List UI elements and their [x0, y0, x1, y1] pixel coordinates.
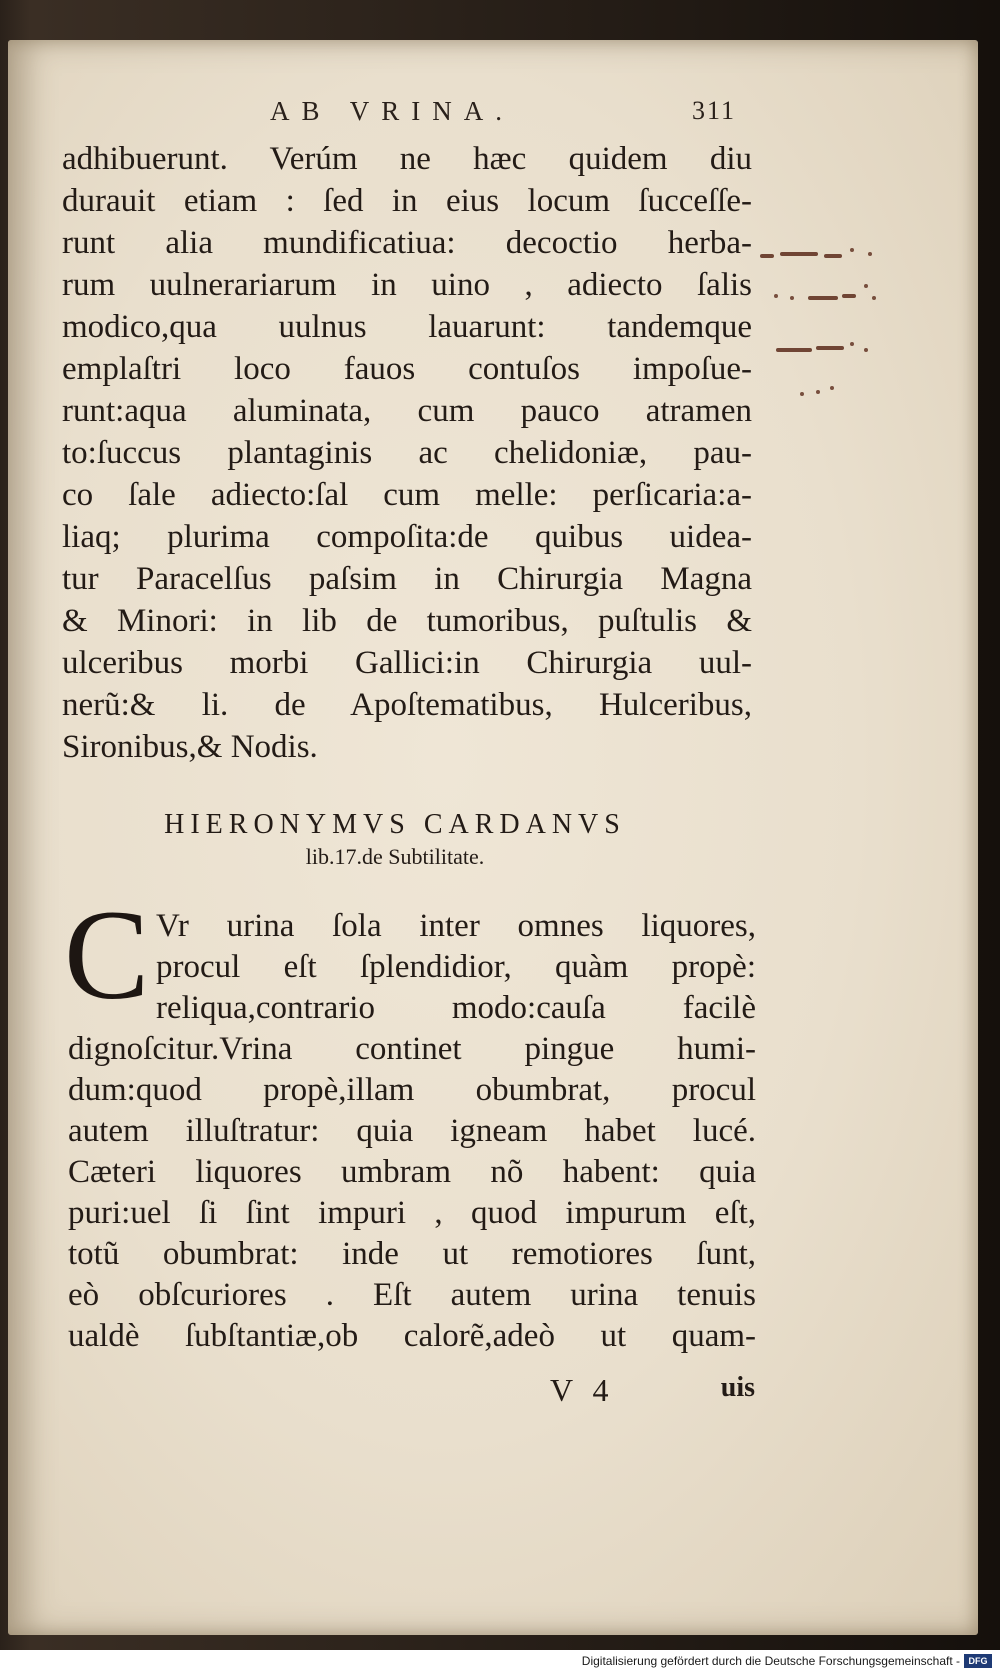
text-line: dignoſcitur.Vrina continet pingue humi- [68, 1031, 756, 1067]
page-catchwords [550, 1372, 755, 1412]
footer-credit: Digitalisierung gefördert durch die Deutsche Forschungsgemeinschaft - [581, 1654, 960, 1668]
text-line: runt alia mundificatiua: decoctio herba- [62, 225, 752, 261]
text-line: to:ſuccus plantaginis ac chelidoniæ, pau- [62, 435, 752, 471]
paragraph-2 [68, 906, 756, 1357]
text-line: durauit etiam : ſed in eius locum ſucceſſe- [62, 183, 752, 219]
dfg-logo: DFG [964, 1654, 992, 1668]
text-line: dum:quod propè,illam obumbrat, procul [68, 1072, 756, 1108]
text-line: runt:aqua aluminata, cum pauco atramen [62, 393, 752, 429]
digitization-footer [0, 1650, 1000, 1673]
gathering-signature: V 4 [550, 1372, 615, 1408]
text-line: ulceribus morbi Gallici:in Chirurgia uul- [62, 645, 752, 681]
paragraph-1 [62, 138, 752, 768]
text-line: liaq; plurima compoſita:de quibus uidea- [62, 519, 752, 555]
text-line: modico,qua uulnus lauarunt: tandemque [62, 309, 752, 345]
text-line: emplaſtri loco fauos contuſos impoſue- [62, 351, 752, 387]
text-line: tur Paracelſus paſsim in Chirurgia Magna [62, 561, 752, 597]
marginal-annotation [760, 240, 920, 440]
text-line: procul eſt ſplendidior, quàm propè: [156, 949, 756, 985]
text-line: adhibuerunt. Verúm ne hæc quidem diu [62, 141, 752, 177]
heading-source: lib.17.de Subtilitate. [305, 844, 485, 869]
text-line: Cæteri liquores umbram nõ habent: quia [68, 1154, 756, 1190]
drop-cap-initial: C [64, 884, 150, 1026]
text-line: eò obſcuriores . Eſt autem urina tenuis [68, 1277, 756, 1313]
page-header [270, 96, 770, 136]
text-line: Sironibus,& Nodis. [62, 729, 318, 765]
section-heading [95, 808, 695, 872]
page-number: 311 [692, 96, 737, 125]
text-line: co ſale adiecto:ſal cum melle: perſicaria:a- [62, 477, 752, 513]
heading-author: HIERONYMVS CARDANVS [164, 809, 626, 840]
text-line: reliqua,contrario modo:cauſa facilè [156, 990, 756, 1026]
catchword: uis [720, 1372, 755, 1403]
text-line: ualdè ſubſtantiæ,ob calorẽ,adeò ut quam- [68, 1318, 756, 1354]
text-line: nerũ:& li. de Apoſtematibus, Hulceribus, [62, 687, 752, 723]
text-line: puri:uel ſi ſint impuri , quod impurum eſt, [68, 1195, 756, 1231]
text-line: autem illuſtratur: quia igneam habet lucé. [68, 1113, 756, 1149]
running-title: AB VRINA. [270, 96, 515, 126]
text-line: totũ obumbrat: inde ut remotiores ſunt, [68, 1236, 756, 1272]
text-line: rum uulnerariarum in uino , adiecto ſalis [62, 267, 752, 303]
text-line: & Minori: in lib de tumoribus, puſtulis & [62, 603, 752, 639]
text-line: Vr urina ſola inter omnes liquores, [156, 908, 756, 944]
